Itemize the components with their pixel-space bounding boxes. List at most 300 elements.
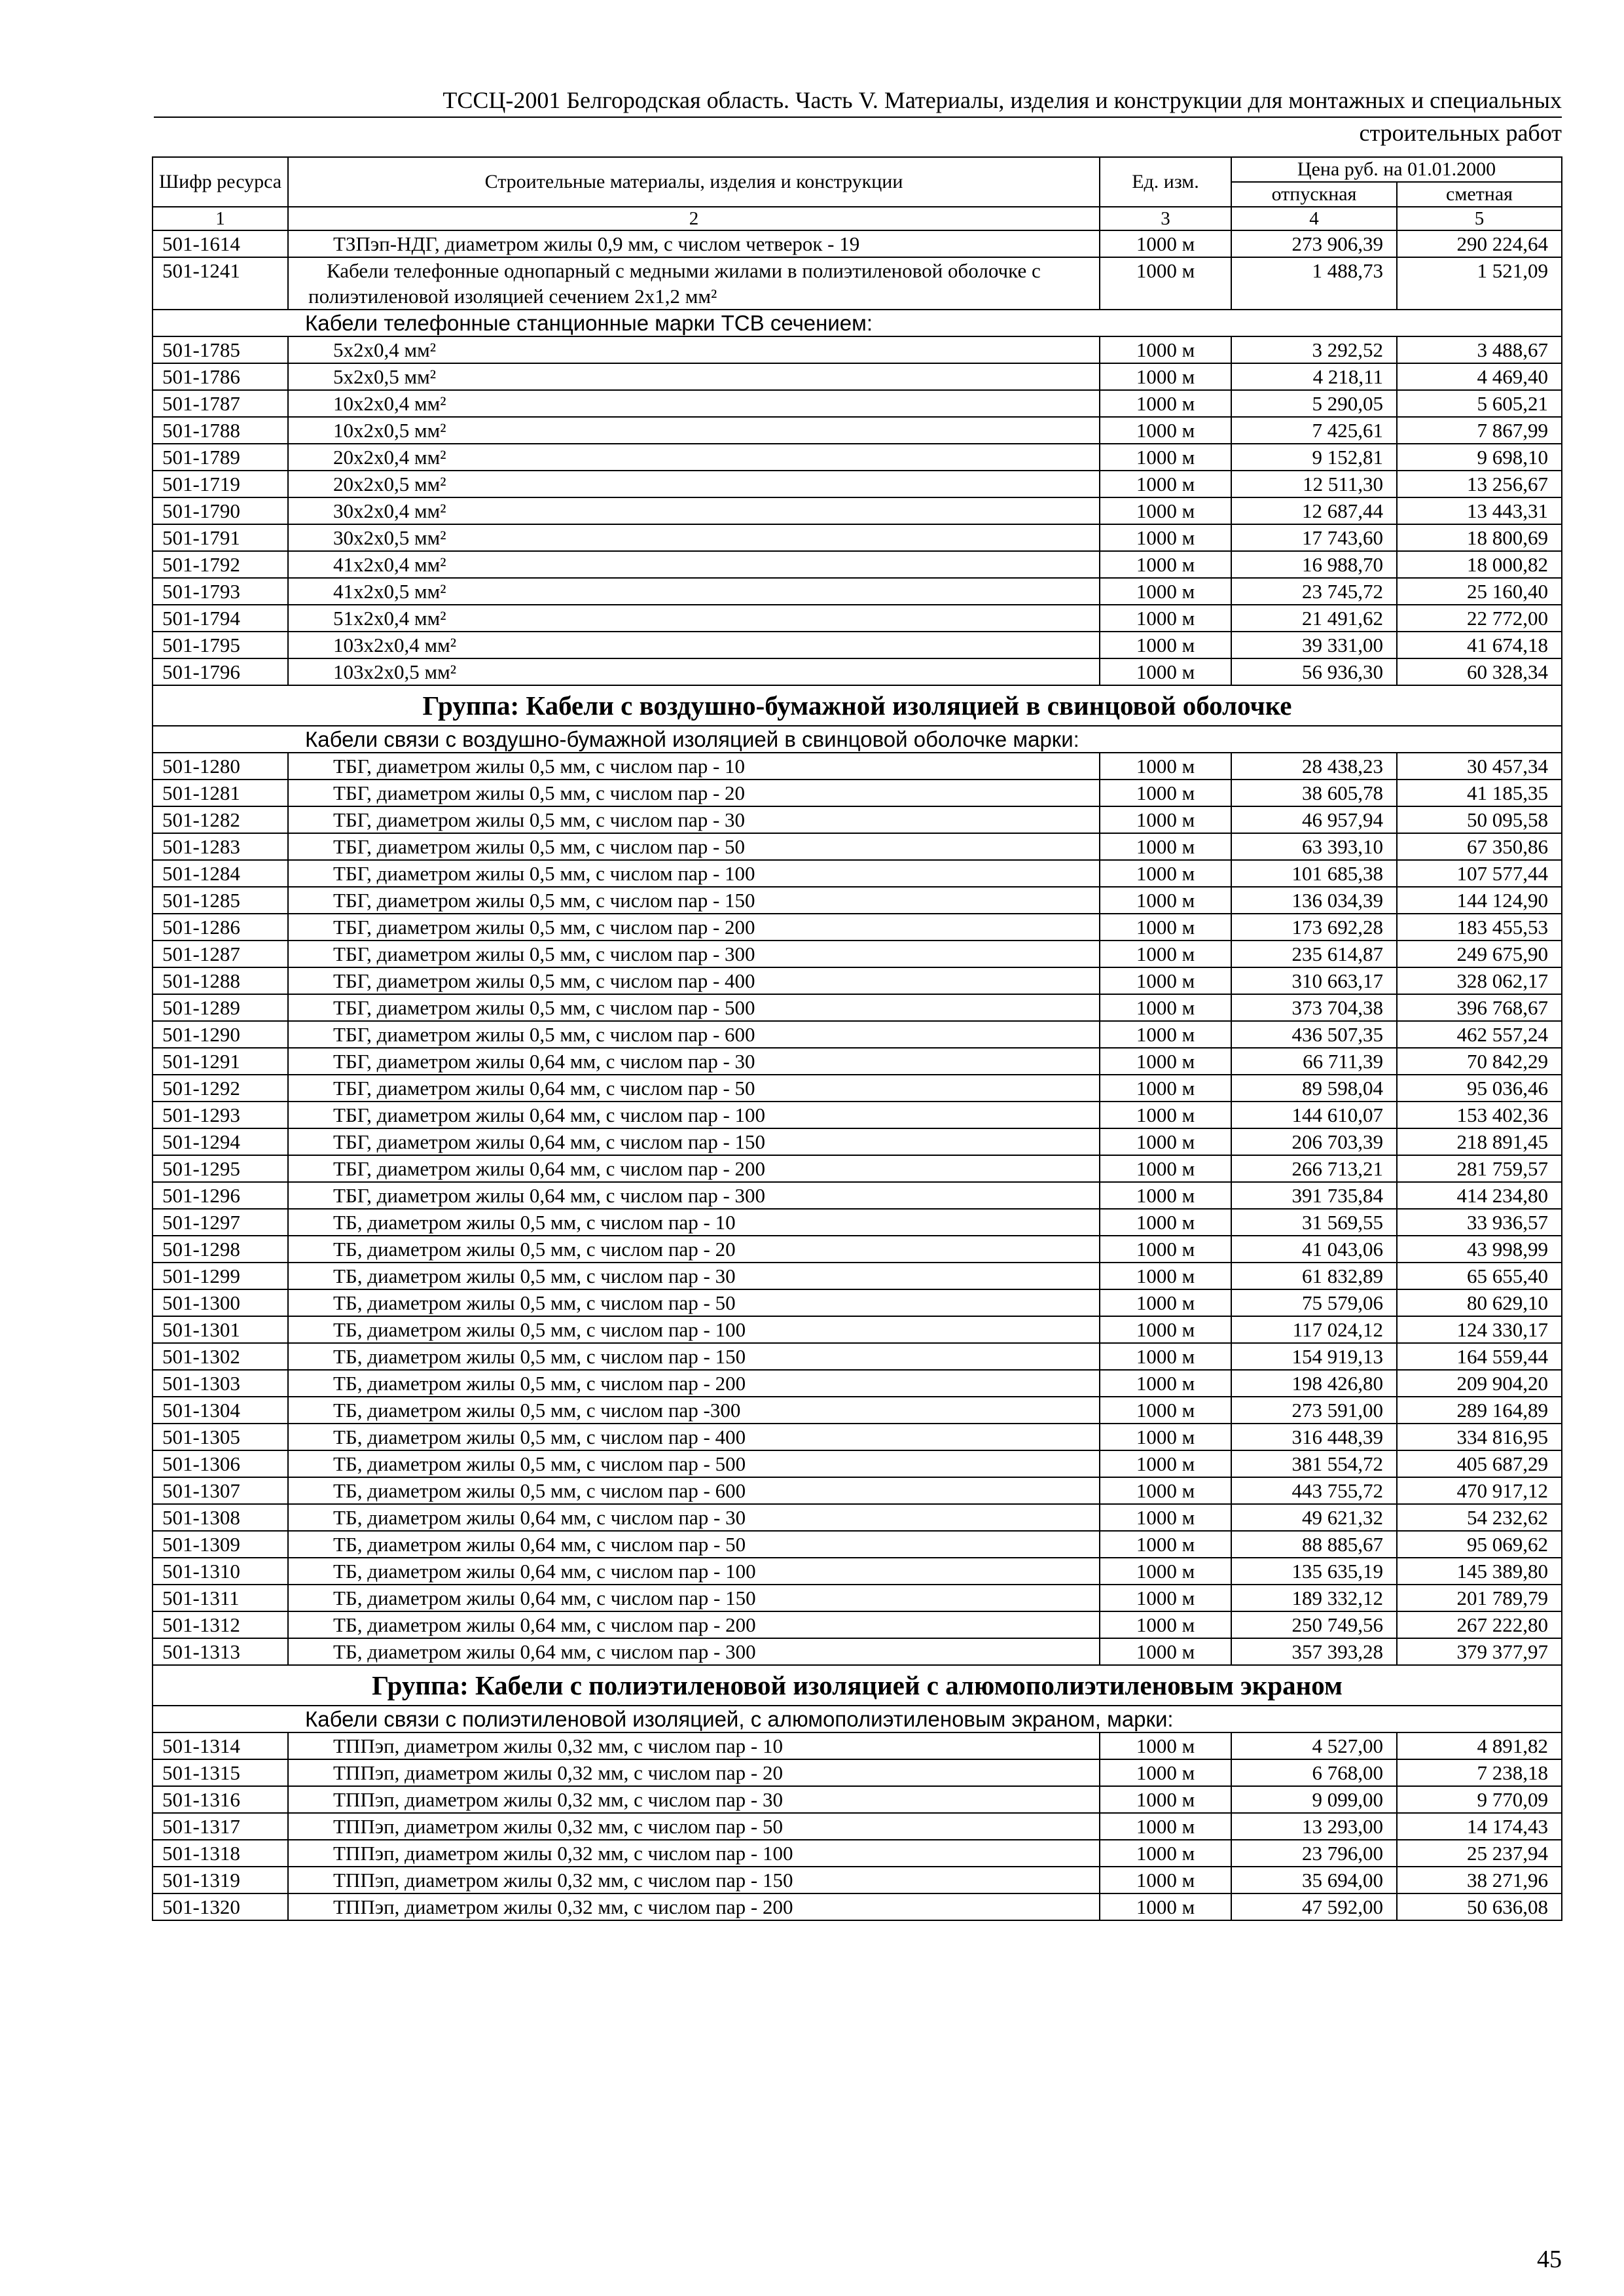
cell-price-estimate: 201 789,79 (1397, 1585, 1562, 1611)
group-heading: Группа: Кабели с воздушно-бумажной изоляцией в свинцовой оболочке (153, 685, 1562, 726)
cell-code: 501-1290 (153, 1021, 288, 1048)
table-row (153, 1236, 1562, 1263)
table-row (153, 1021, 1562, 1048)
cell-price-estimate: 67 350,86 (1397, 833, 1562, 860)
table-row (153, 417, 1562, 444)
cell-price-estimate: 1 521,09 (1397, 257, 1562, 310)
cell-price-estimate: 54 232,62 (1397, 1504, 1562, 1531)
col-header-price: Цена руб. на 01.01.2000 (1231, 157, 1562, 182)
cell-name: ТППэп, диаметром жилы 0,32 мм, с числом пар - 150 (288, 1867, 1100, 1893)
table-row (153, 1209, 1562, 1236)
table-row (153, 1867, 1562, 1893)
cell-price-estimate: 249 675,90 (1397, 941, 1562, 967)
cell-price-release: 316 448,39 (1231, 1424, 1397, 1450)
table-row (153, 860, 1562, 887)
cell-price-estimate: 18 000,82 (1397, 551, 1562, 578)
cell-price-release: 28 438,23 (1231, 753, 1397, 780)
cell-code: 501-1312 (153, 1611, 288, 1638)
table-row (153, 1450, 1562, 1477)
cell-price-estimate: 30 457,34 (1397, 753, 1562, 780)
cell-price-release: 391 735,84 (1231, 1182, 1397, 1209)
cell-price-release: 266 713,21 (1231, 1155, 1397, 1182)
cell-price-release: 381 554,72 (1231, 1450, 1397, 1477)
cell-unit: 1000 м (1100, 1424, 1231, 1450)
cell-price-estimate: 18 800,69 (1397, 524, 1562, 551)
price-table (152, 156, 1562, 1921)
cell-unit: 1000 м (1100, 363, 1231, 390)
cell-code: 501-1311 (153, 1585, 288, 1611)
cell-name: ТППэп, диаметром жилы 0,32 мм, с числом пар - 10 (288, 1732, 1100, 1759)
cell-unit: 1000 м (1100, 1759, 1231, 1786)
cell-code: 501-1315 (153, 1759, 288, 1786)
cell-code: 501-1317 (153, 1813, 288, 1840)
table-row (153, 444, 1562, 471)
cell-price-estimate: 183 455,53 (1397, 914, 1562, 941)
table-row (153, 1128, 1562, 1155)
col-number-2: 2 (288, 207, 1100, 230)
cell-code: 501-1286 (153, 914, 288, 941)
table-row (153, 753, 1562, 780)
table-row (153, 471, 1562, 497)
cell-unit: 1000 м (1100, 1450, 1231, 1477)
cell-name: 51x2x0,4 мм² (288, 605, 1100, 632)
cell-price-estimate: 209 904,20 (1397, 1370, 1562, 1397)
cell-unit: 1000 м (1100, 1316, 1231, 1343)
cell-code: 501-1310 (153, 1558, 288, 1585)
cell-name: 41x2x0,4 мм² (288, 551, 1100, 578)
cell-price-estimate: 405 687,29 (1397, 1450, 1562, 1477)
cell-unit: 1000 м (1100, 1048, 1231, 1075)
cell-name: ТБ, диаметром жилы 0,5 мм, с числом пар - 20 (288, 1236, 1100, 1263)
cell-name: ТБГ, диаметром жилы 0,5 мм, с числом пар - 200 (288, 914, 1100, 941)
cell-price-release: 47 592,00 (1231, 1893, 1397, 1920)
cell-name: 10x2x0,5 мм² (288, 417, 1100, 444)
cell-unit: 1000 м (1100, 1558, 1231, 1585)
cell-name: ТБ, диаметром жилы 0,64 мм, с числом пар - 30 (288, 1504, 1100, 1531)
cell-code: 501-1785 (153, 336, 288, 363)
cell-name: 30x2x0,4 мм² (288, 497, 1100, 524)
cell-name: ТБГ, диаметром жилы 0,5 мм, с числом пар - 400 (288, 967, 1100, 994)
col-header-price-estimate: сметная (1397, 182, 1562, 207)
cell-name: 30x2x0,5 мм² (288, 524, 1100, 551)
cell-unit: 1000 м (1100, 1075, 1231, 1102)
cell-price-estimate: 38 271,96 (1397, 1867, 1562, 1893)
cell-unit: 1000 м (1100, 497, 1231, 524)
table-row (153, 632, 1562, 658)
table-row (153, 257, 1562, 310)
cell-code: 501-1289 (153, 994, 288, 1021)
cell-price-estimate: 289 164,89 (1397, 1397, 1562, 1424)
table-row (153, 887, 1562, 914)
cell-unit: 1000 м (1100, 1102, 1231, 1128)
group-heading-row (153, 685, 1562, 726)
cell-price-estimate: 4 469,40 (1397, 363, 1562, 390)
cell-price-release: 3 292,52 (1231, 336, 1397, 363)
cell-price-estimate: 95 069,62 (1397, 1531, 1562, 1558)
cell-unit: 1000 м (1100, 1611, 1231, 1638)
cell-name: ТБГ, диаметром жилы 0,5 мм, с числом пар - 100 (288, 860, 1100, 887)
cell-code: 501-1314 (153, 1732, 288, 1759)
cell-unit: 1000 м (1100, 1289, 1231, 1316)
cell-name: ТБ, диаметром жилы 0,64 мм, с числом пар - 100 (288, 1558, 1100, 1585)
table-row (153, 1813, 1562, 1840)
cell-unit: 1000 м (1100, 1209, 1231, 1236)
table-row (153, 1759, 1562, 1786)
cell-code: 501-1791 (153, 524, 288, 551)
cell-code: 501-1292 (153, 1075, 288, 1102)
cell-price-estimate: 5 605,21 (1397, 390, 1562, 417)
cell-price-release: 9 099,00 (1231, 1786, 1397, 1813)
cell-price-release: 189 332,12 (1231, 1585, 1397, 1611)
col-header-name: Строительные материалы, изделия и конструкции (288, 157, 1100, 207)
table-row (153, 1893, 1562, 1920)
cell-name: ТППэп, диаметром жилы 0,32 мм, с числом пар - 100 (288, 1840, 1100, 1867)
header-line-1: ТССЦ-2001 Белгородская область. Часть V. Материалы, изделия и конструкции для монтажных и специальных (154, 85, 1562, 118)
cell-price-estimate: 145 389,80 (1397, 1558, 1562, 1585)
table-row (153, 390, 1562, 417)
cell-name: ТБ, диаметром жилы 0,64 мм, с числом пар - 50 (288, 1531, 1100, 1558)
cell-code: 501-1795 (153, 632, 288, 658)
cell-unit: 1000 м (1100, 1585, 1231, 1611)
cell-unit: 1000 м (1100, 632, 1231, 658)
cell-price-estimate: 4 891,82 (1397, 1732, 1562, 1759)
cell-price-estimate: 60 328,34 (1397, 658, 1562, 685)
cell-price-release: 7 425,61 (1231, 417, 1397, 444)
cell-price-release: 9 152,81 (1231, 444, 1397, 471)
cell-code: 501-1294 (153, 1128, 288, 1155)
col-header-price-release: отпускная (1231, 182, 1397, 207)
cell-code: 501-1790 (153, 497, 288, 524)
subgroup-heading: Кабели связи с полиэтиленовой изоляцией, с алюмополиэтиленовым экраном, марки: (153, 1706, 1562, 1732)
cell-price-estimate: 107 577,44 (1397, 860, 1562, 887)
cell-name: ТБГ, диаметром жилы 0,64 мм, с числом пар - 150 (288, 1128, 1100, 1155)
cell-price-release: 273 906,39 (1231, 230, 1397, 257)
cell-name: ТБГ, диаметром жилы 0,5 мм, с числом пар - 30 (288, 806, 1100, 833)
cell-unit: 1000 м (1100, 994, 1231, 1021)
cell-price-release: 16 988,70 (1231, 551, 1397, 578)
cell-unit: 1000 м (1100, 1531, 1231, 1558)
cell-name: ТППэп, диаметром жилы 0,32 мм, с числом пар - 200 (288, 1893, 1100, 1920)
table-row (153, 1611, 1562, 1638)
cell-price-release: 56 936,30 (1231, 658, 1397, 685)
table-row (153, 1075, 1562, 1102)
cell-name: ТБГ, диаметром жилы 0,64 мм, с числом пар - 100 (288, 1102, 1100, 1128)
cell-unit: 1000 м (1100, 257, 1231, 310)
cell-price-release: 75 579,06 (1231, 1289, 1397, 1316)
cell-name: ТБ, диаметром жилы 0,5 мм, с числом пар - 400 (288, 1424, 1100, 1450)
cell-price-estimate: 153 402,36 (1397, 1102, 1562, 1128)
cell-price-estimate: 95 036,46 (1397, 1075, 1562, 1102)
cell-unit: 1000 м (1100, 967, 1231, 994)
cell-code: 501-1288 (153, 967, 288, 994)
cell-name: ТБГ, диаметром жилы 0,64 мм, с числом пар - 30 (288, 1048, 1100, 1075)
header-line-2: строительных работ (1359, 120, 1562, 146)
cell-name: 41x2x0,5 мм² (288, 578, 1100, 605)
cell-unit: 1000 м (1100, 941, 1231, 967)
cell-unit: 1000 м (1100, 1840, 1231, 1867)
table-body (153, 230, 1562, 1920)
cell-price-estimate: 218 891,45 (1397, 1128, 1562, 1155)
cell-code: 501-1320 (153, 1893, 288, 1920)
cell-name: Кабели телефонные однопарный с медными жилами в полиэтиленовой оболочке с полиэтиленовой изоляцией сечением 2x1,2 мм² (288, 257, 1100, 310)
col-header-unit: Ед. изм. (1100, 157, 1231, 207)
cell-name: ТБ, диаметром жилы 0,5 мм, с числом пар - 150 (288, 1343, 1100, 1370)
cell-price-estimate: 13 443,31 (1397, 497, 1562, 524)
cell-price-release: 23 745,72 (1231, 578, 1397, 605)
cell-price-estimate: 164 559,44 (1397, 1343, 1562, 1370)
cell-code: 501-1789 (153, 444, 288, 471)
cell-price-release: 101 685,38 (1231, 860, 1397, 887)
cell-price-estimate: 396 768,67 (1397, 994, 1562, 1021)
page-number: 45 (1537, 2246, 1562, 2273)
cell-code: 501-1280 (153, 753, 288, 780)
cell-code: 501-1287 (153, 941, 288, 967)
cell-price-release: 273 591,00 (1231, 1397, 1397, 1424)
cell-code: 501-1787 (153, 390, 288, 417)
cell-price-estimate: 25 237,94 (1397, 1840, 1562, 1867)
cell-price-release: 38 605,78 (1231, 780, 1397, 806)
cell-code: 501-1313 (153, 1638, 288, 1665)
cell-name: ТБГ, диаметром жилы 0,5 мм, с числом пар - 300 (288, 941, 1100, 967)
col-number-5: 5 (1397, 207, 1562, 230)
col-header-code: Шифр ресурса (153, 157, 288, 207)
cell-code: 501-1308 (153, 1504, 288, 1531)
cell-code: 501-1792 (153, 551, 288, 578)
cell-price-estimate: 124 330,17 (1397, 1316, 1562, 1343)
subgroup-heading-row (153, 1706, 1562, 1732)
cell-price-release: 443 755,72 (1231, 1477, 1397, 1504)
table-row (153, 967, 1562, 994)
cell-price-estimate: 25 160,40 (1397, 578, 1562, 605)
cell-price-estimate: 3 488,67 (1397, 336, 1562, 363)
cell-price-release: 4 218,11 (1231, 363, 1397, 390)
cell-price-estimate: 65 655,40 (1397, 1263, 1562, 1289)
cell-code: 501-1796 (153, 658, 288, 685)
cell-code: 501-1298 (153, 1236, 288, 1263)
cell-name: ТППэп, диаметром жилы 0,32 мм, с числом пар - 50 (288, 1813, 1100, 1840)
cell-unit: 1000 м (1100, 1638, 1231, 1665)
table-row (153, 1289, 1562, 1316)
cell-code: 501-1283 (153, 833, 288, 860)
table-row (153, 1638, 1562, 1665)
cell-name: ТБ, диаметром жилы 0,5 мм, с числом пар - 50 (288, 1289, 1100, 1316)
table-row (153, 941, 1562, 967)
cell-unit: 1000 м (1100, 658, 1231, 685)
cell-price-estimate: 290 224,64 (1397, 230, 1562, 257)
cell-unit: 1000 м (1100, 551, 1231, 578)
cell-unit: 1000 м (1100, 1263, 1231, 1289)
cell-price-estimate: 267 222,80 (1397, 1611, 1562, 1638)
cell-price-release: 12 687,44 (1231, 497, 1397, 524)
cell-code: 501-1297 (153, 1209, 288, 1236)
cell-unit: 1000 м (1100, 444, 1231, 471)
cell-price-release: 5 290,05 (1231, 390, 1397, 417)
cell-price-estimate: 22 772,00 (1397, 605, 1562, 632)
cell-code: 501-1307 (153, 1477, 288, 1504)
cell-unit: 1000 м (1100, 230, 1231, 257)
cell-unit: 1000 м (1100, 860, 1231, 887)
cell-price-release: 39 331,00 (1231, 632, 1397, 658)
subgroup-heading-row (153, 726, 1562, 753)
cell-unit: 1000 м (1100, 605, 1231, 632)
cell-price-estimate: 462 557,24 (1397, 1021, 1562, 1048)
cell-price-release: 66 711,39 (1231, 1048, 1397, 1075)
cell-code: 501-1794 (153, 605, 288, 632)
table-row (153, 1786, 1562, 1813)
cell-name: ТБ, диаметром жилы 0,64 мм, с числом пар - 150 (288, 1585, 1100, 1611)
cell-price-release: 198 426,80 (1231, 1370, 1397, 1397)
cell-code: 501-1319 (153, 1867, 288, 1893)
cell-price-estimate: 43 998,99 (1397, 1236, 1562, 1263)
cell-code: 501-1316 (153, 1786, 288, 1813)
cell-price-release: 31 569,55 (1231, 1209, 1397, 1236)
group-heading-row (153, 1665, 1562, 1706)
cell-code: 501-1614 (153, 230, 288, 257)
cell-code: 501-1284 (153, 860, 288, 887)
cell-unit: 1000 м (1100, 1893, 1231, 1920)
cell-name: ТЗПэп-НДГ, диаметром жилы 0,9 мм, с числом четверок - 19 (288, 230, 1100, 257)
cell-code: 501-1241 (153, 257, 288, 310)
cell-unit: 1000 м (1100, 578, 1231, 605)
cell-unit: 1000 м (1100, 1786, 1231, 1813)
cell-price-release: 250 749,56 (1231, 1611, 1397, 1638)
group-heading: Группа: Кабели с полиэтиленовой изоляцией с алюмополиэтиленовым экраном (153, 1665, 1562, 1706)
cell-code: 501-1719 (153, 471, 288, 497)
cell-price-release: 23 796,00 (1231, 1840, 1397, 1867)
cell-name: ТБГ, диаметром жилы 0,64 мм, с числом пар - 50 (288, 1075, 1100, 1102)
cell-price-estimate: 41 185,35 (1397, 780, 1562, 806)
table-row (153, 1048, 1562, 1075)
cell-price-estimate: 414 234,80 (1397, 1182, 1562, 1209)
cell-unit: 1000 м (1100, 887, 1231, 914)
cell-code: 501-1291 (153, 1048, 288, 1075)
cell-unit: 1000 м (1100, 833, 1231, 860)
cell-price-estimate: 13 256,67 (1397, 471, 1562, 497)
cell-price-estimate: 9 698,10 (1397, 444, 1562, 471)
cell-price-release: 136 034,39 (1231, 887, 1397, 914)
table-row (153, 363, 1562, 390)
cell-name: ТБГ, диаметром жилы 0,5 мм, с числом пар - 600 (288, 1021, 1100, 1048)
cell-unit: 1000 м (1100, 1236, 1231, 1263)
cell-price-release: 310 663,17 (1231, 967, 1397, 994)
cell-price-release: 373 704,38 (1231, 994, 1397, 1021)
cell-unit: 1000 м (1100, 1155, 1231, 1182)
cell-name: ТБ, диаметром жилы 0,5 мм, с числом пар - 600 (288, 1477, 1100, 1504)
cell-name: 5x2x0,4 мм² (288, 336, 1100, 363)
table-row (153, 1424, 1562, 1450)
cell-price-release: 1 488,73 (1231, 257, 1397, 310)
cell-name: 20x2x0,4 мм² (288, 444, 1100, 471)
cell-code: 501-1304 (153, 1397, 288, 1424)
cell-unit: 1000 м (1100, 1504, 1231, 1531)
cell-name: ТБ, диаметром жилы 0,5 мм, с числом пар - 100 (288, 1316, 1100, 1343)
cell-name: ТБГ, диаметром жилы 0,64 мм, с числом пар - 300 (288, 1182, 1100, 1209)
cell-name: ТБ, диаметром жилы 0,5 мм, с числом пар -300 (288, 1397, 1100, 1424)
cell-code: 501-1309 (153, 1531, 288, 1558)
cell-name: 5x2x0,5 мм² (288, 363, 1100, 390)
cell-price-release: 89 598,04 (1231, 1075, 1397, 1102)
cell-price-estimate: 328 062,17 (1397, 967, 1562, 994)
cell-name: ТБГ, диаметром жилы 0,5 мм, с числом пар - 150 (288, 887, 1100, 914)
cell-price-estimate: 70 842,29 (1397, 1048, 1562, 1075)
cell-price-release: 63 393,10 (1231, 833, 1397, 860)
cell-name: ТБ, диаметром жилы 0,5 мм, с числом пар - 200 (288, 1370, 1100, 1397)
table-row (153, 551, 1562, 578)
cell-price-release: 61 832,89 (1231, 1263, 1397, 1289)
cell-unit: 1000 м (1100, 1477, 1231, 1504)
cell-name: 10x2x0,4 мм² (288, 390, 1100, 417)
cell-name: ТБ, диаметром жилы 0,64 мм, с числом пар - 300 (288, 1638, 1100, 1665)
cell-unit: 1000 м (1100, 914, 1231, 941)
cell-name: 103x2x0,5 мм² (288, 658, 1100, 685)
cell-unit: 1000 м (1100, 806, 1231, 833)
cell-price-release: 4 527,00 (1231, 1732, 1397, 1759)
table-row (153, 1840, 1562, 1867)
cell-price-release: 41 043,06 (1231, 1236, 1397, 1263)
cell-price-release: 144 610,07 (1231, 1102, 1397, 1128)
table-row (153, 658, 1562, 685)
cell-price-estimate: 9 770,09 (1397, 1786, 1562, 1813)
cell-unit: 1000 м (1100, 471, 1231, 497)
table-row (153, 578, 1562, 605)
cell-code: 501-1282 (153, 806, 288, 833)
cell-price-estimate: 470 917,12 (1397, 1477, 1562, 1504)
cell-unit: 1000 м (1100, 1397, 1231, 1424)
cell-price-release: 46 957,94 (1231, 806, 1397, 833)
table-row (153, 1531, 1562, 1558)
cell-name: ТБГ, диаметром жилы 0,64 мм, с числом пар - 200 (288, 1155, 1100, 1182)
cell-name: ТБГ, диаметром жилы 0,5 мм, с числом пар - 50 (288, 833, 1100, 860)
table-row (153, 1316, 1562, 1343)
table-row (153, 605, 1562, 632)
cell-price-release: 135 635,19 (1231, 1558, 1397, 1585)
cell-unit: 1000 м (1100, 1182, 1231, 1209)
cell-name: ТБ, диаметром жилы 0,5 мм, с числом пар - 10 (288, 1209, 1100, 1236)
cell-price-estimate: 33 936,57 (1397, 1209, 1562, 1236)
cell-price-release: 173 692,28 (1231, 914, 1397, 941)
table-row (153, 1477, 1562, 1504)
cell-unit: 1000 м (1100, 1867, 1231, 1893)
cell-unit: 1000 м (1100, 1732, 1231, 1759)
table-row (153, 994, 1562, 1021)
table-row (153, 806, 1562, 833)
cell-price-release: 357 393,28 (1231, 1638, 1397, 1665)
cell-unit: 1000 м (1100, 524, 1231, 551)
cell-price-release: 13 293,00 (1231, 1813, 1397, 1840)
cell-code: 501-1305 (153, 1424, 288, 1450)
cell-code: 501-1285 (153, 887, 288, 914)
cell-code: 501-1295 (153, 1155, 288, 1182)
table-row (153, 780, 1562, 806)
table-row (153, 1558, 1562, 1585)
cell-price-release: 88 885,67 (1231, 1531, 1397, 1558)
cell-code: 501-1306 (153, 1450, 288, 1477)
cell-price-release: 436 507,35 (1231, 1021, 1397, 1048)
cell-code: 501-1296 (153, 1182, 288, 1209)
cell-unit: 1000 м (1100, 1021, 1231, 1048)
cell-unit: 1000 м (1100, 1343, 1231, 1370)
cell-price-release: 21 491,62 (1231, 605, 1397, 632)
cell-name: ТППэп, диаметром жилы 0,32 мм, с числом пар - 30 (288, 1786, 1100, 1813)
subgroup-heading-row (153, 310, 1562, 336)
cell-code: 501-1293 (153, 1102, 288, 1128)
col-number-4: 4 (1231, 207, 1397, 230)
cell-code: 501-1281 (153, 780, 288, 806)
cell-name: ТБ, диаметром жилы 0,64 мм, с числом пар - 200 (288, 1611, 1100, 1638)
table-row (153, 497, 1562, 524)
table-row (153, 1732, 1562, 1759)
table-row (153, 833, 1562, 860)
